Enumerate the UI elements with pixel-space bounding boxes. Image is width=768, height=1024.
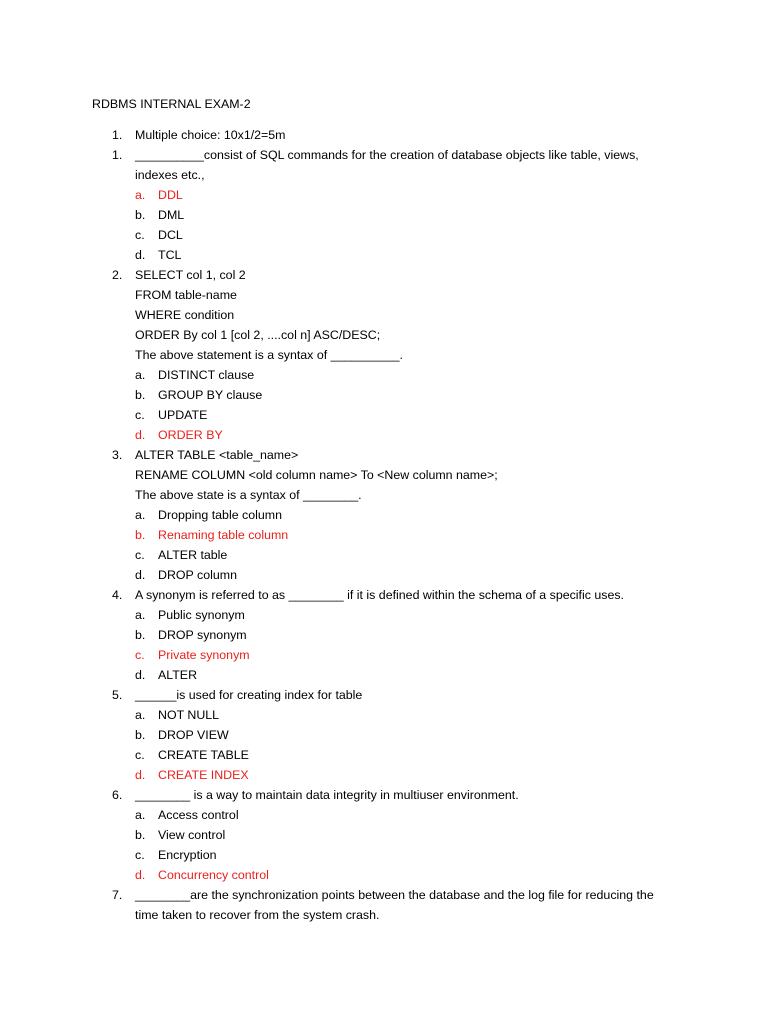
question-text: WHERE condition [135,308,235,322]
option-letter: d. [135,428,146,442]
answer-option [0,245,768,265]
question-item [0,125,768,145]
question-text: __________consist of SQL commands for the creation of database objects like table, views, [135,148,639,162]
question-item [0,685,768,705]
question-continuation [0,345,768,365]
answer-option-correct [0,425,768,445]
answer-option [0,705,768,725]
question-item [0,145,768,165]
option-text: NOT NULL [158,708,220,722]
answer-option [0,505,768,525]
option-text: DISTINCT clause [158,368,255,382]
option-letter: d. [135,768,146,782]
question-number: 5. [112,688,123,702]
option-text: ALTER [158,668,198,682]
option-letter: a. [135,708,146,722]
option-letter: b. [135,628,146,642]
option-text: DDL [158,188,183,202]
option-letter: c. [135,748,145,762]
option-text: Public synonym [158,608,245,622]
option-letter: b. [135,828,146,842]
option-text: DML [158,208,185,222]
option-text: TCL [158,248,182,262]
question-item [0,265,768,285]
option-text: ALTER table [158,548,228,562]
option-letter: b. [135,208,146,222]
answer-option [0,205,768,225]
question-item [0,885,768,905]
answer-option-correct [0,765,768,785]
question-number: 1. [112,128,123,142]
answer-option [0,605,768,625]
option-letter: c. [135,548,145,562]
option-letter: c. [135,848,145,862]
option-text: DROP synonym [158,628,247,642]
question-number: 4. [112,588,123,602]
answer-option [0,225,768,245]
answer-option [0,385,768,405]
question-continuation [0,485,768,505]
question-text: ALTER TABLE <table_name> [135,448,299,462]
option-text: Concurrency control [158,868,269,882]
option-text: View control [158,828,226,842]
option-letter: c. [135,408,145,422]
answer-option-correct [0,525,768,545]
option-letter: a. [135,188,146,202]
answer-option [0,565,768,585]
option-letter: d. [135,868,146,882]
option-letter: b. [135,728,146,742]
answer-option [0,725,768,745]
question-continuation [0,305,768,325]
question-number: 2. [112,268,123,282]
question-item [0,585,768,605]
question-continuation [0,905,768,925]
option-letter: d. [135,248,146,262]
question-text: indexes etc., [135,168,205,182]
question-text: SELECT col 1, col 2 [135,268,246,282]
option-text: Access control [158,808,239,822]
question-text: ______is used for creating index for table [135,688,363,702]
answer-option [0,405,768,425]
answer-option [0,745,768,765]
option-letter: a. [135,808,146,822]
option-text: Private synonym [158,648,250,662]
answer-option-correct [0,185,768,205]
question-continuation [0,325,768,345]
question-text: ________are the synchronization points between the database and the log file for reducing the [135,888,654,902]
question-text: time taken to recover from the system crash. [135,908,380,922]
question-text: ________ is a way to maintain data integrity in multiuser environment. [135,788,519,802]
question-continuation [0,285,768,305]
exam-title: RDBMS INTERNAL EXAM-2 [92,97,251,111]
question-number: 7. [112,888,123,902]
answer-option [0,825,768,845]
option-text: CREATE INDEX [158,768,249,782]
option-text: DROP VIEW [158,728,229,742]
question-text: The above state is a syntax of ________. [135,488,362,502]
option-letter: b. [135,388,146,402]
option-letter: a. [135,368,146,382]
option-text: DCL [158,228,183,242]
question-list [0,125,768,925]
option-text: CREATE TABLE [158,748,249,762]
question-text: The above statement is a syntax of __________. [135,348,403,362]
question-continuation [0,165,768,185]
option-text: Dropping table column [158,508,282,522]
answer-option [0,805,768,825]
option-letter: a. [135,608,146,622]
question-number: 6. [112,788,123,802]
question-text: ORDER By col 1 [col 2, ....col n] ASC/DESC; [135,328,381,342]
option-letter: c. [135,648,145,662]
question-text: FROM table-name [135,288,237,302]
answer-option-correct [0,865,768,885]
question-text: Multiple choice: 10x1/2=5m [135,128,286,142]
option-text: Encryption [158,848,217,862]
option-letter: b. [135,528,146,542]
question-item [0,785,768,805]
question-text: RENAME COLUMN <old column name> To <New column name>; [135,468,498,482]
question-text: A synonym is referred to as ________ if it is defined within the schema of a specific uses. [135,588,625,602]
answer-option [0,665,768,685]
answer-option [0,845,768,865]
option-letter: d. [135,568,146,582]
option-letter: a. [135,508,146,522]
answer-option [0,365,768,385]
option-text: GROUP BY clause [158,388,263,402]
question-item [0,445,768,465]
answer-option [0,545,768,565]
question-number: 3. [112,448,123,462]
answer-option [0,625,768,645]
option-letter: c. [135,228,145,242]
question-number: 1. [112,148,123,162]
answer-option-correct [0,645,768,665]
option-text: ORDER BY [158,428,223,442]
option-text: Renaming table column [158,528,289,542]
question-continuation [0,465,768,485]
option-text: DROP column [158,568,237,582]
option-letter: d. [135,668,146,682]
option-text: UPDATE [158,408,208,422]
